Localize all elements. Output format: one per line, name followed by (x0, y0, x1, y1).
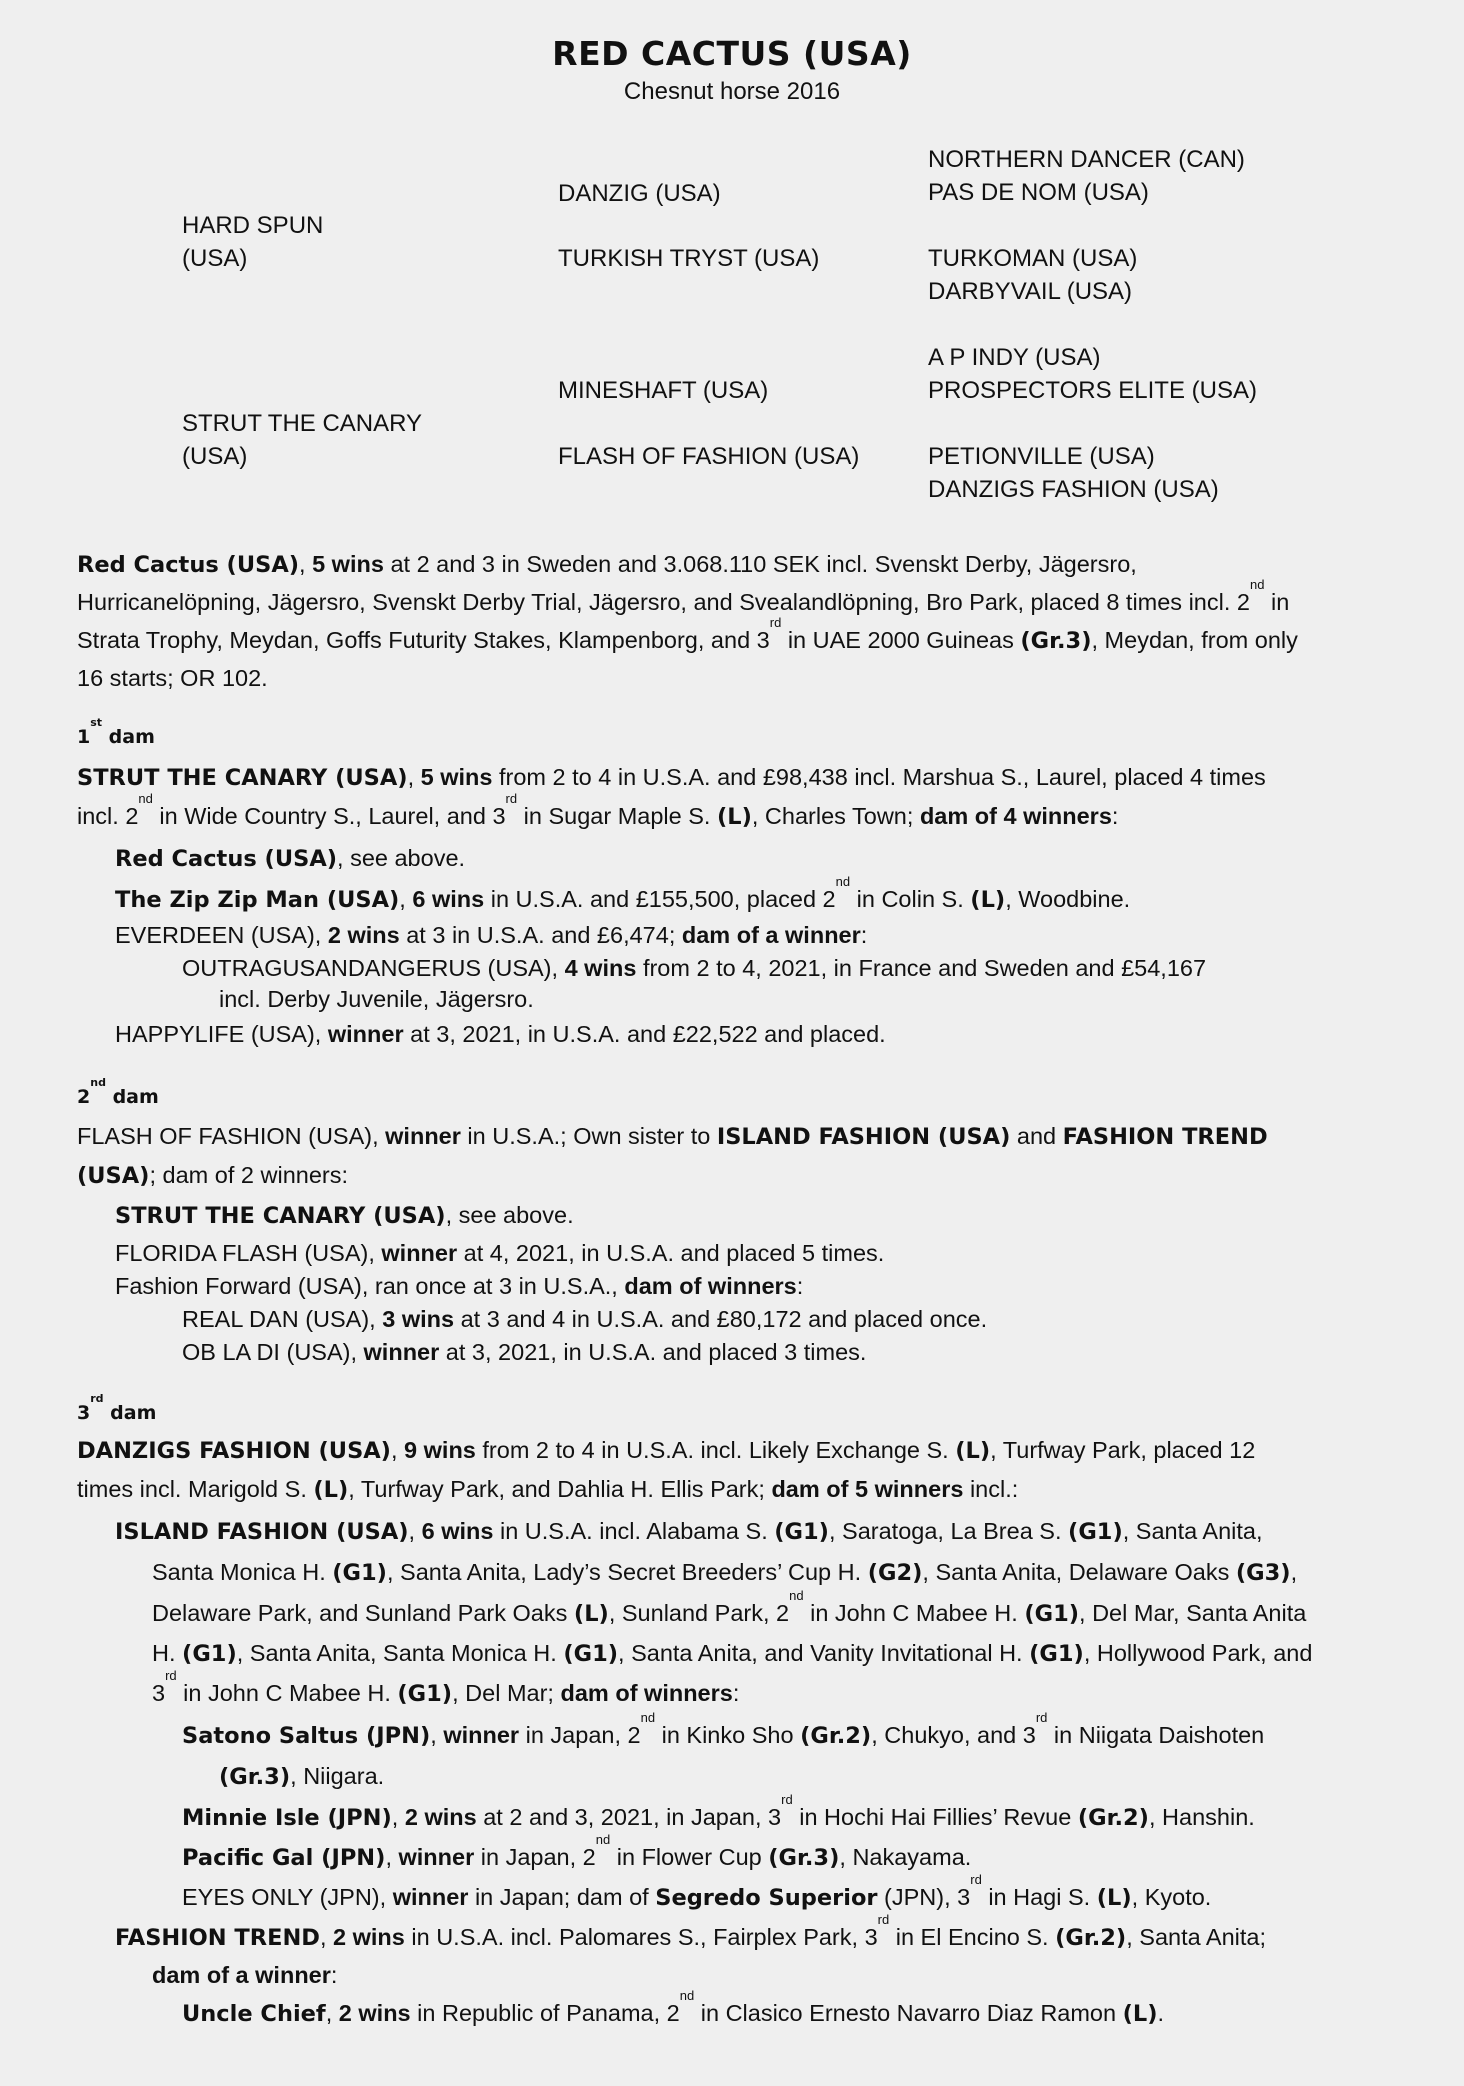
page-title: RED CACTUS (USA) (552, 34, 912, 73)
dam-sire: MINESHAFT (USA) (558, 377, 769, 404)
grandparent-6: PROSPECTORS ELITE (USA) (928, 377, 1257, 404)
progeny-entry: OB LA DI (USA), winner at 3, 2021, in U.S.A. and placed 3 times. (182, 1339, 867, 1365)
sire: HARD SPUN (USA) (182, 212, 324, 272)
progeny-entry: REAL DAN (USA), 3 wins at 3 and 4 in U.S.A. and £80,172 and placed once. (182, 1306, 988, 1332)
dam-line: times incl. Marigold S. (L), Turfway Park, and Dahlia H. Ellis Park; dam of 5 winners incl.: (77, 1476, 1019, 1503)
progeny-entry: incl. Derby Juvenile, Jägersro. (219, 986, 534, 1012)
progeny-entry: H. (G1), Santa Anita, Santa Monica H. (G1), Santa Anita, and Vanity Invitational H. (G1), Hollywood Park, and (152, 1640, 1313, 1667)
page-subtitle: Chesnut horse 2016 (623, 78, 841, 105)
progeny-entry: The Zip Zip Man (USA), 6 wins in U.S.A. and £155,500, placed 2nd in Colin S. (L), Woodbine. (115, 874, 1131, 913)
record-line: Hurricanelöpning, Jägersro, Svenskt Derby Trial, Jägersro, and Svealandlöpning, Bro Park, placed 8 times incl. 2nd in (77, 577, 1290, 615)
dam-line: FLASH OF FASHION (USA), winner in U.S.A.; Own sister to ISLAND FASHION (USA) and FASHION TREND (77, 1123, 1268, 1150)
record-line: 16 starts; OR 102. (77, 665, 268, 691)
sire-dam: TURKISH TRYST (USA) (558, 245, 820, 272)
dam: STRUT THE CANARY (USA) (182, 410, 423, 470)
grandparent-8: DANZIGS FASHION (USA) (928, 476, 1219, 503)
dam-line: (USA); dam of 2 winners: (77, 1162, 349, 1189)
grandparent-1: NORTHERN DANCER (CAN) (928, 146, 1245, 173)
section-heading: 1st dam (77, 716, 155, 748)
dam-line: STRUT THE CANARY (USA), 5 wins from 2 to 4 in U.S.A. and £98,438 incl. Marshua S., Laurel, placed 4 times (77, 764, 1266, 791)
progeny-entry: Pacific Gal (JPN), winner in Japan, 2nd in Flower Cup (Gr.3), Nakayama. (182, 1832, 972, 1871)
progeny-entry: HAPPYLIFE (USA), winner at 3, 2021, in U.S.A. and £22,522 and placed. (115, 1021, 886, 1047)
progeny-entry: dam of a winner: (152, 1962, 338, 1988)
progeny-entry: ISLAND FASHION (USA), 6 wins in U.S.A. incl. Alabama S. (G1), Saratoga, La Brea S. (G1), Santa Anita, (115, 1518, 1263, 1545)
dam-line: incl. 2nd in Wide Country S., Laurel, and 3rd in Sugar Maple S. (L), Charles Town; dam of 4 winners: (77, 791, 1119, 830)
progeny-entry: Santa Monica H. (G1), Santa Anita, Lady’s Secret Breeders’ Cup H. (G2), Santa Anita, Delaware Oaks (G3), (152, 1559, 1298, 1586)
dam-line: DANZIGS FASHION (USA), 9 wins from 2 to 4 in U.S.A. incl. Likely Exchange S. (L), Turfway Park, placed 12 (77, 1437, 1256, 1464)
progeny-entry: FASHION TREND, 2 wins in U.S.A. incl. Palomares S., Fairplex Park, 3rd in El Encino S. (Gr.2), Santa Anita; (115, 1912, 1267, 1951)
grandparent-3: TURKOMAN (USA) (928, 245, 1138, 272)
progeny-entry: Fashion Forward (USA), ran once at 3 in U.S.A., dam of winners: (115, 1273, 804, 1299)
section-heading: 3rd dam (77, 1392, 157, 1424)
progeny-entry: 3rd in John C Mabee H. (G1), Del Mar; dam of winners: (152, 1668, 740, 1707)
section-heading: 2nd dam (77, 1076, 159, 1108)
progeny-entry: Uncle Chief, 2 wins in Republic of Panama, 2nd in Clasico Ernesto Navarro Diaz Ramon (L). (182, 1988, 1165, 2027)
progeny-entry: Red Cactus (USA), see above. (115, 845, 466, 872)
progeny-entry: Satono Saltus (JPN), winner in Japan, 2nd in Kinko Sho (Gr.2), Chukyo, and 3rd in Niigata Daishoten (182, 1710, 1265, 1749)
progeny-entry: EVERDEEN (USA), 2 wins at 3 in U.S.A. and £6,474; dam of a winner: (115, 922, 868, 948)
progeny-entry: Delaware Park, and Sunland Park Oaks (L), Sunland Park, 2nd in John C Mabee H. (G1), Del Mar, Santa Anita (152, 1588, 1307, 1627)
progeny-entry: Minnie Isle (JPN), 2 wins at 2 and 3, 2021, in Japan, 3rd in Hochi Hai Fillies’ Revue (Gr.2), Hanshin. (182, 1792, 1255, 1831)
dam-dam: FLASH OF FASHION (USA) (558, 443, 860, 470)
record-line: Red Cactus (USA), 5 wins at 2 and 3 in Sweden and 3.068.110 SEK incl. Svenskt Derby, Jägersro, (77, 551, 1137, 578)
grandparent-2: PAS DE NOM (USA) (928, 179, 1149, 206)
progeny-entry: (Gr.3), Niigara. (219, 1763, 385, 1790)
progeny-entry: FLORIDA FLASH (USA), winner at 4, 2021, in U.S.A. and placed 5 times. (115, 1240, 885, 1266)
grandparent-4: DARBYVAIL (USA) (928, 278, 1133, 305)
sire-sire: DANZIG (USA) (558, 180, 721, 207)
record-line: Strata Trophy, Meydan, Goffs Futurity Stakes, Klampenborg, and 3rd in UAE 2000 Guineas (Gr.3), Meydan, from only (77, 615, 1298, 654)
grandparent-7: PETIONVILLE (USA) (928, 443, 1155, 470)
progeny-entry: EYES ONLY (JPN), winner in Japan; dam of Segredo Superior (JPN), 3rd in Hagi S. (L), Kyoto. (182, 1872, 1212, 1911)
progeny-entry: STRUT THE CANARY (USA), see above. (115, 1202, 574, 1229)
grandparent-5: A P INDY (USA) (928, 344, 1101, 371)
progeny-entry: OUTRAGUSANDANGERUS (USA), 4 wins from 2 to 4, 2021, in France and Sweden and £54,167 (182, 955, 1207, 981)
